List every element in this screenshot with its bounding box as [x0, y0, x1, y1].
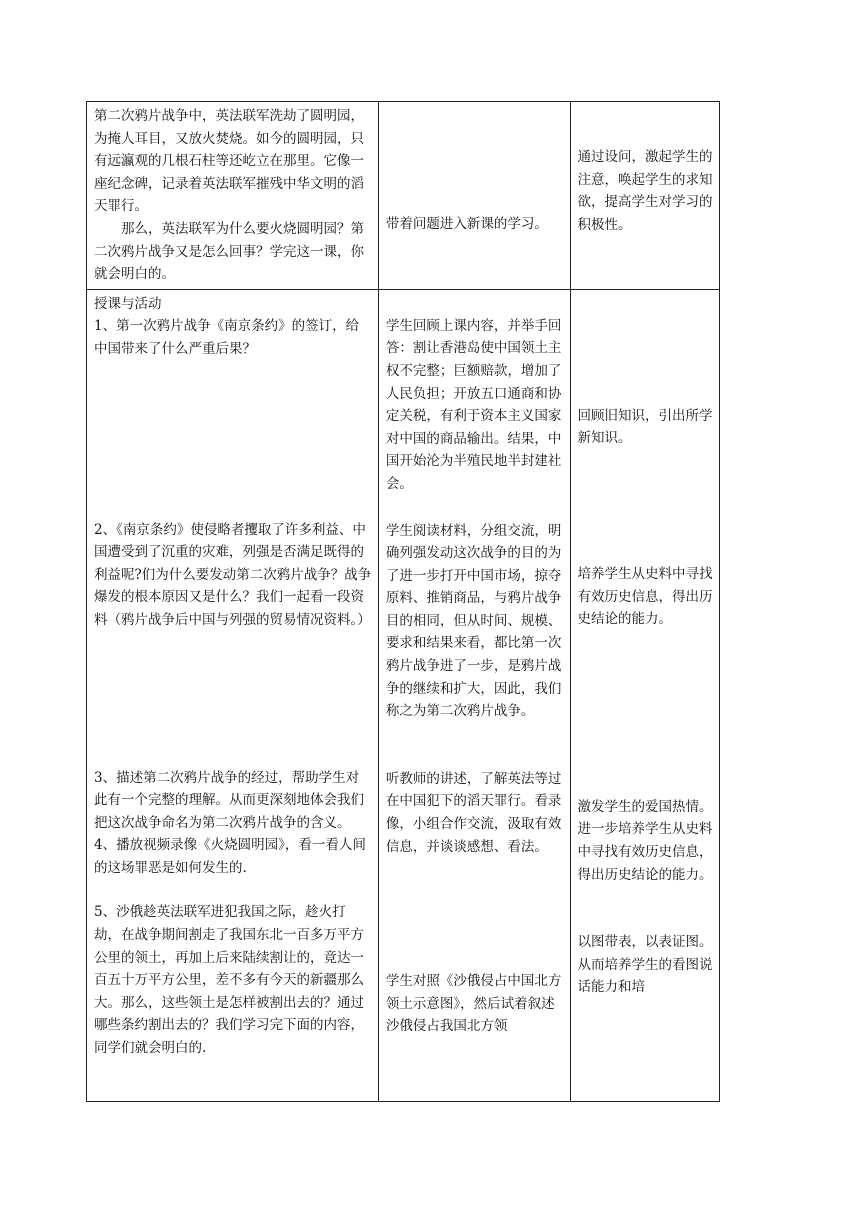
answer-5: 学生对照《沙俄侵占中国北方领土示意图》，然后试着叙述沙俄侵占我国北方领	[385, 973, 562, 1035]
answer-3: 听教师的讲述，了解英法等过在中国犯下的滔天罪行。看录像，小组合作交流，汲取有效信息，并谈谈感想、看法。	[385, 770, 562, 855]
intro-student-activity: 带着问题进入新课的学习。	[385, 216, 548, 232]
intro-student-cell	[378, 102, 570, 290]
answer-2: 学生阅读材料，分组交流，明确列强发动这次战争的目的为了进一步打开中国市场，掠夺原料、推销商品，与鸦片战争目的相同，但从时间、规模、要求和结果来看，都比第一次鸦片战争进了一步，是鸦片战争的继续和扩大，因此，我们称之为第二次鸦片战争。	[385, 522, 562, 720]
question-1: 1、第一次鸦片战争《南京条约》的签订，给中国带来了什么严重后果？	[94, 318, 360, 357]
intro-content-cell	[87, 102, 379, 290]
intro-question-paragraph: 那么，英法联军为什么要火烧圆明园？第二次鸦片战争又是怎么回事？学完这一课，你就会明白的。	[94, 220, 364, 283]
design-intent-cell	[570, 289, 719, 1101]
intent-2: 培养学生从史料中寻找有效历史信息，得出历史结论的能力。	[577, 565, 713, 628]
section-heading: 授课与活动	[94, 295, 162, 312]
intent-5: 以图带表，以表证图。从而培养学生的看图说话能力和培	[577, 934, 713, 996]
intent-3: 激发学生的爱国热情。进一步培养学生从史料中寻找有效历史信息，得出历史结论的能力。	[577, 798, 713, 883]
intro-design-intent: 通过设问，激起学生的注意，唤起学生的求知欲，提高学生对学习的积极性。	[577, 149, 713, 233]
student-activity-cell	[378, 289, 570, 1101]
intro-intent-cell	[570, 102, 719, 290]
answer-1: 学生回顾上课内容，并举手回答：割让香港岛使中国领土主权不完整；巨额赔款，增加了人民负担；开放五口通商和协定关税，有利于资本主义国家对中国的商品输出。结果，中国开始沦为半殖民地半封建社会。	[385, 317, 562, 492]
intro-paragraph: 第二次鸦片战争中，英法联军洗劫了圆明园，为掩人耳目，又放火焚烧。如今的圆明园，只有远瀛观的几根石柱等还屹立在那里。它像一座纪念碑，记录着英法联军摧残中华文明的滔天罪行。	[94, 108, 364, 215]
question-3: 3、描述第二次鸦片战争的经过，帮助学生对此有一个完整的理解。从而更深刻地体会我们把这次战争命名为第二次鸦片战争的含义。	[94, 769, 364, 831]
lesson-plan-table	[86, 101, 720, 1102]
intent-1: 回顾旧知识，引出所学新知识。	[577, 407, 713, 447]
table-row	[87, 102, 720, 290]
table-row	[87, 289, 720, 1101]
teaching-content-cell	[87, 289, 379, 1101]
question-4: 4、播放视频录像《火烧圆明园》，看一看人间的这场罪恶是如何发生的.	[94, 837, 366, 876]
question-2: 2、《南京条约》使侵略者攫取了许多利益、中国遭受到了沉重的灾难，列强是否满足既得的利益呢?们为什么要发动第二次鸦片战争？战争爆发的根本原因又是什么？我们一起看一段资料（鸦片战争后中国与列强的贸易情况资料。）	[94, 521, 372, 628]
question-5: 5、沙俄趁英法联军进犯我国之际，趁火打劫，在战争期间割走了我国东北一百多万平方公里的领土，再加上后来陆续割让的，竟达一百五十万平方公里，差不多有今天的新疆那么大。那么，这些领土是怎样被割出去的？通过哪些条约割出去的？我们学习完下面的内容，同学们就会明白的.	[94, 904, 364, 1057]
